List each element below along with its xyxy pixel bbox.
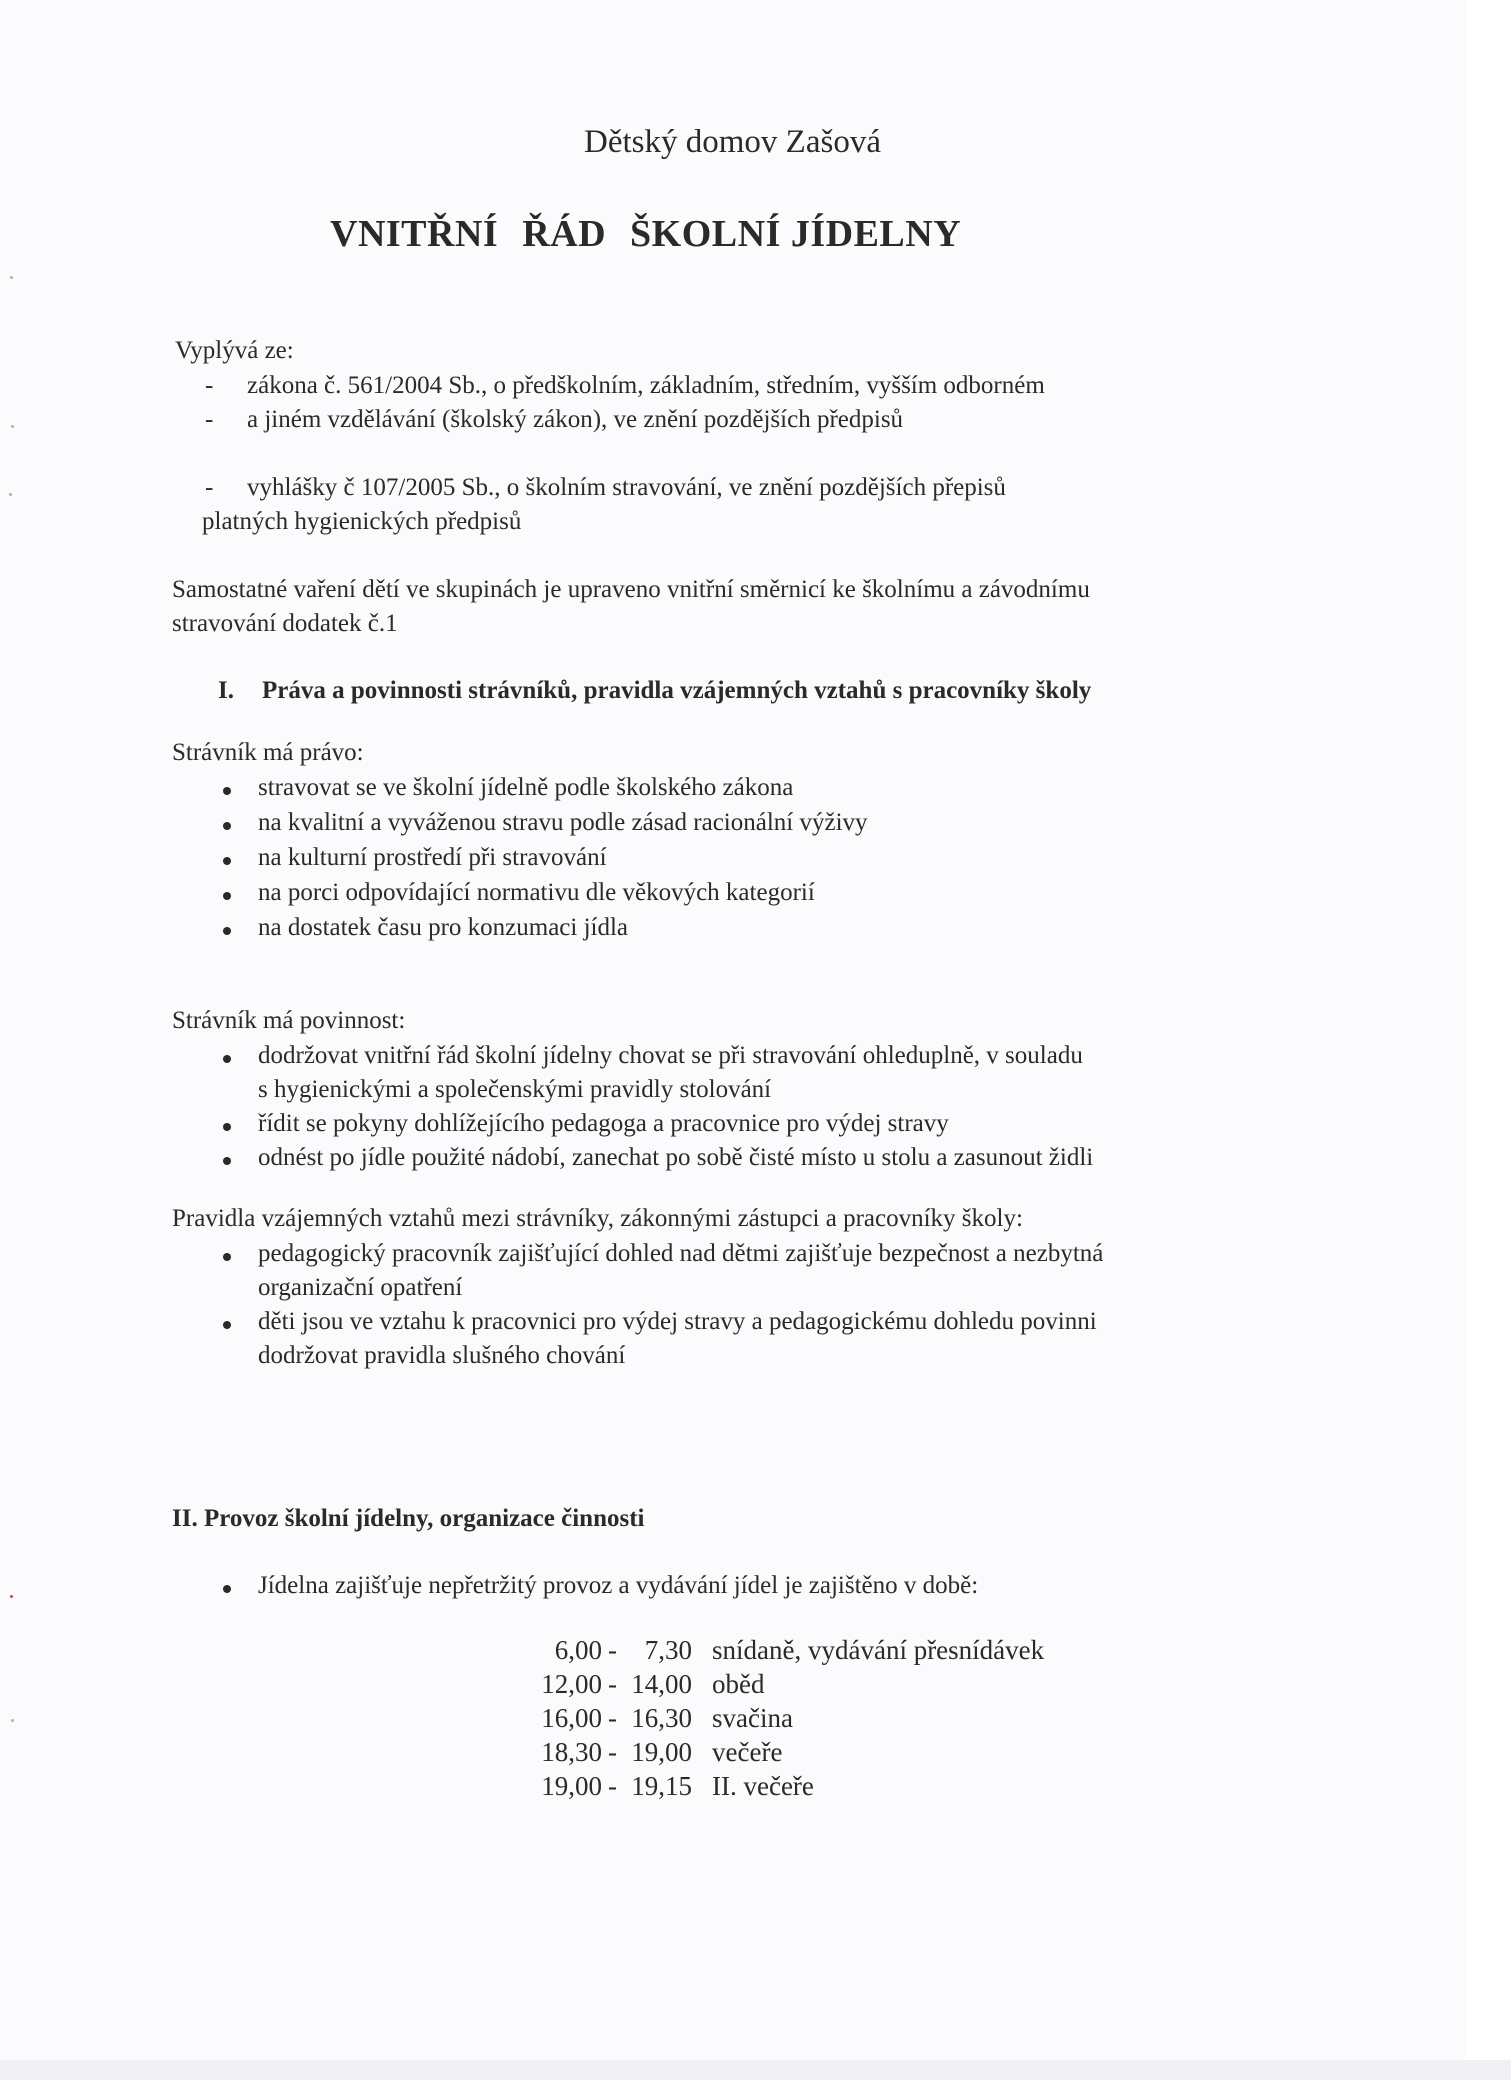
bullet-marker (223, 892, 231, 900)
rights-item: stravovat se ve školní jídelně podle školského zákona (258, 774, 794, 801)
relations-item-line: děti jsou ve vztahu k pracovnici pro výdej stravy a pedagogickému dohledu povinni (258, 1308, 1097, 1335)
rights-item: na kvalitní a vyváženou stravu podle zásad racionální výživy (258, 809, 868, 836)
time-from: 6,00 (554, 1635, 602, 1665)
schedule-row (480, 1735, 1044, 1769)
time-to: 19,00 (631, 1737, 692, 1767)
meal-name: II. večeře (712, 1771, 814, 1801)
bullet-marker (223, 822, 231, 830)
section-2-heading: II. Provoz školní jídelny, organizace činnosti (172, 1505, 645, 1532)
meal-name: oběd (712, 1669, 765, 1699)
relations-item-line: pedagogický pracovník zajišťující dohled nad dětmi zajišťuje bezpečnost a nezbytná (258, 1240, 1104, 1267)
meal-name: večeře (712, 1737, 783, 1767)
cooking-note-line: Samostatné vaření dětí ve skupinách je upraveno vnitřní směrnicí ke školnímu a závodnímu (172, 576, 1090, 603)
time-to: 19,15 (631, 1771, 692, 1801)
section-1-heading: Práva a povinnosti strávníků, pravidla vzájemných vztahů s pracovníky školy (262, 677, 1092, 704)
cooking-note-line: stravování dodatek č.1 (172, 610, 398, 637)
page-margin-bottom (0, 2060, 1511, 2080)
sources-intro: Vyplývá ze: (175, 337, 294, 364)
section-1-number: I. (218, 677, 234, 704)
rights-intro: Strávník má právo: (172, 739, 364, 766)
bullet-marker (223, 1585, 231, 1593)
schedule-row (480, 1701, 1044, 1735)
source-item: vyhlášky č 107/2005 Sb., o školním stravování, ve znění pozdějších přepisů (247, 474, 1006, 501)
rights-item: na porci odpovídající normativu dle věkových kategorií (258, 879, 815, 906)
source-continuation: platných hygienických předpisů (202, 508, 522, 535)
time-to: 7,30 (644, 1635, 692, 1665)
organization-name: Dětský domov Zašová (584, 124, 881, 160)
time-from: 12,00 (541, 1669, 602, 1699)
title-word: VNITŘNÍ (330, 213, 499, 255)
meal-name: svačina (712, 1703, 793, 1733)
bullet-marker (223, 1321, 231, 1329)
rights-item: na dostatek času pro konzumaci jídla (258, 914, 629, 941)
bullet-marker (223, 1157, 231, 1165)
title-word: ŠKOLNÍ JÍDELNY (630, 213, 962, 255)
duties-item-line: dodržovat vnitřní řád školní jídelny chovat se při stravování ohleduplně, v souladu (258, 1042, 1083, 1069)
relations-item-line: dodržovat pravidla slušného chování (258, 1342, 626, 1369)
time-from: 19,00 (541, 1771, 602, 1801)
time-to: 16,30 (631, 1703, 692, 1733)
time-separator: - (608, 1737, 617, 1767)
time-separator: - (608, 1771, 617, 1801)
time-separator: - (608, 1669, 617, 1699)
schedule-row (480, 1667, 1044, 1701)
time-separator: - (608, 1635, 617, 1665)
relations-intro: Pravidla vzájemných vztahů mezi strávníky, zákonnými zástupci a pracovníky školy: (172, 1205, 1023, 1232)
scan-speck (10, 276, 13, 279)
dash-marker: - (205, 372, 214, 399)
schedule-row (480, 1769, 1044, 1803)
page-margin-right (1465, 0, 1511, 2080)
title-word: ŘÁD (522, 213, 607, 255)
bullet-marker (223, 787, 231, 795)
duties-item: řídit se pokyny dohlížejícího pedagoga a pracovnice pro výdej stravy (258, 1110, 949, 1137)
time-to: 14,00 (631, 1669, 692, 1699)
dash-marker: - (205, 474, 214, 501)
source-item: zákona č. 561/2004 Sb., o předškolním, základním, středním, vyšším odborném (247, 372, 1045, 399)
scan-speck (11, 425, 14, 428)
relations-item-line: organizační opatření (258, 1274, 463, 1301)
bullet-marker (223, 1253, 231, 1261)
scan-speck (9, 493, 12, 496)
operation-text: Jídelna zajišťuje nepřetržitý provoz a vydávání jídel je zajištěno v době: (258, 1572, 979, 1599)
schedule-row (480, 1633, 1044, 1667)
meal-schedule (480, 1633, 1044, 1803)
duties-item: odnést po jídle použité nádobí, zanechat po sobě čisté místo u stolu a zasunout židli (258, 1144, 1094, 1171)
time-separator: - (608, 1703, 617, 1733)
duties-item-line: s hygienickými a společenskými pravidly stolování (258, 1076, 772, 1103)
document-title (330, 212, 975, 256)
scan-speck (10, 1595, 13, 1598)
bullet-marker (223, 927, 231, 935)
meal-name: snídaně, vydávání přesnídávek (712, 1635, 1045, 1665)
bullet-marker (223, 1055, 231, 1063)
rights-item: na kulturní prostředí při stravování (258, 844, 607, 871)
source-item: a jiném vzdělávání (školský zákon), ve znění pozdějších předpisů (247, 406, 904, 433)
duties-intro: Strávník má povinnost: (172, 1007, 406, 1034)
time-from: 16,00 (541, 1703, 602, 1733)
scan-speck (11, 1719, 14, 1722)
bullet-marker (223, 857, 231, 865)
bullet-marker (223, 1123, 231, 1131)
dash-marker: - (205, 406, 214, 433)
time-from: 18,30 (541, 1737, 602, 1767)
